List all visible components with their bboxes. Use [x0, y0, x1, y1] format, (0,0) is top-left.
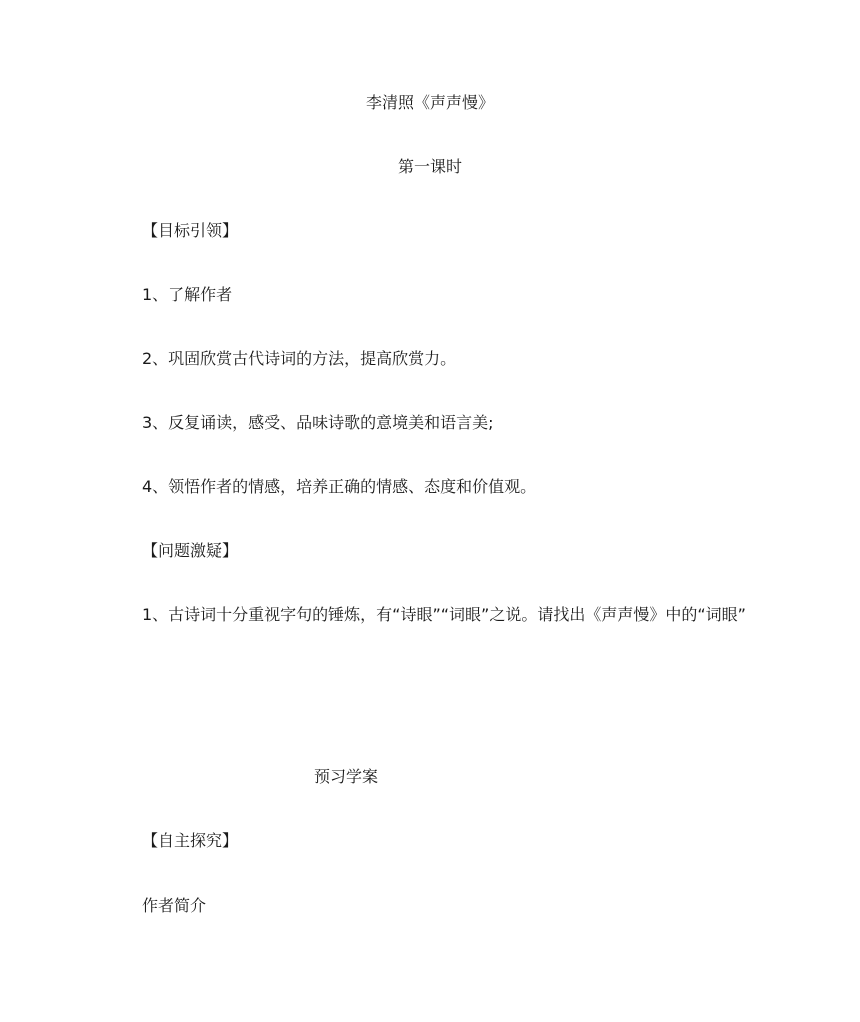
goal-item-3: 3、反复诵读，感受、品味诗歌的意境美和语言美;	[142, 413, 494, 432]
preview-title: 预习学案	[314, 767, 379, 786]
section-heading-goals: 【目标引领】	[142, 221, 239, 240]
lesson-subtitle: 第一课时	[397, 157, 462, 176]
section-heading-questions: 【问题激疑】	[142, 541, 239, 560]
goal-item-2: 2、巩固欣赏古代诗词的方法，提高欣赏力。	[142, 349, 457, 368]
section-heading-self-study: 【自主探究】	[142, 831, 239, 850]
author-intro-heading: 作者简介	[142, 896, 207, 915]
document-title: 李清照《声声慢》	[365, 93, 494, 112]
question-item-1: 1、古诗词十分重视字句的锤炼，有“诗眼”“词眼”之说。请找出《声声慢》中的“词眼”	[142, 605, 746, 624]
goal-item-1: 1、了解作者	[142, 285, 233, 304]
goal-item-4: 4、领悟作者的情感，培养正确的情感、态度和价值观。	[142, 477, 537, 496]
